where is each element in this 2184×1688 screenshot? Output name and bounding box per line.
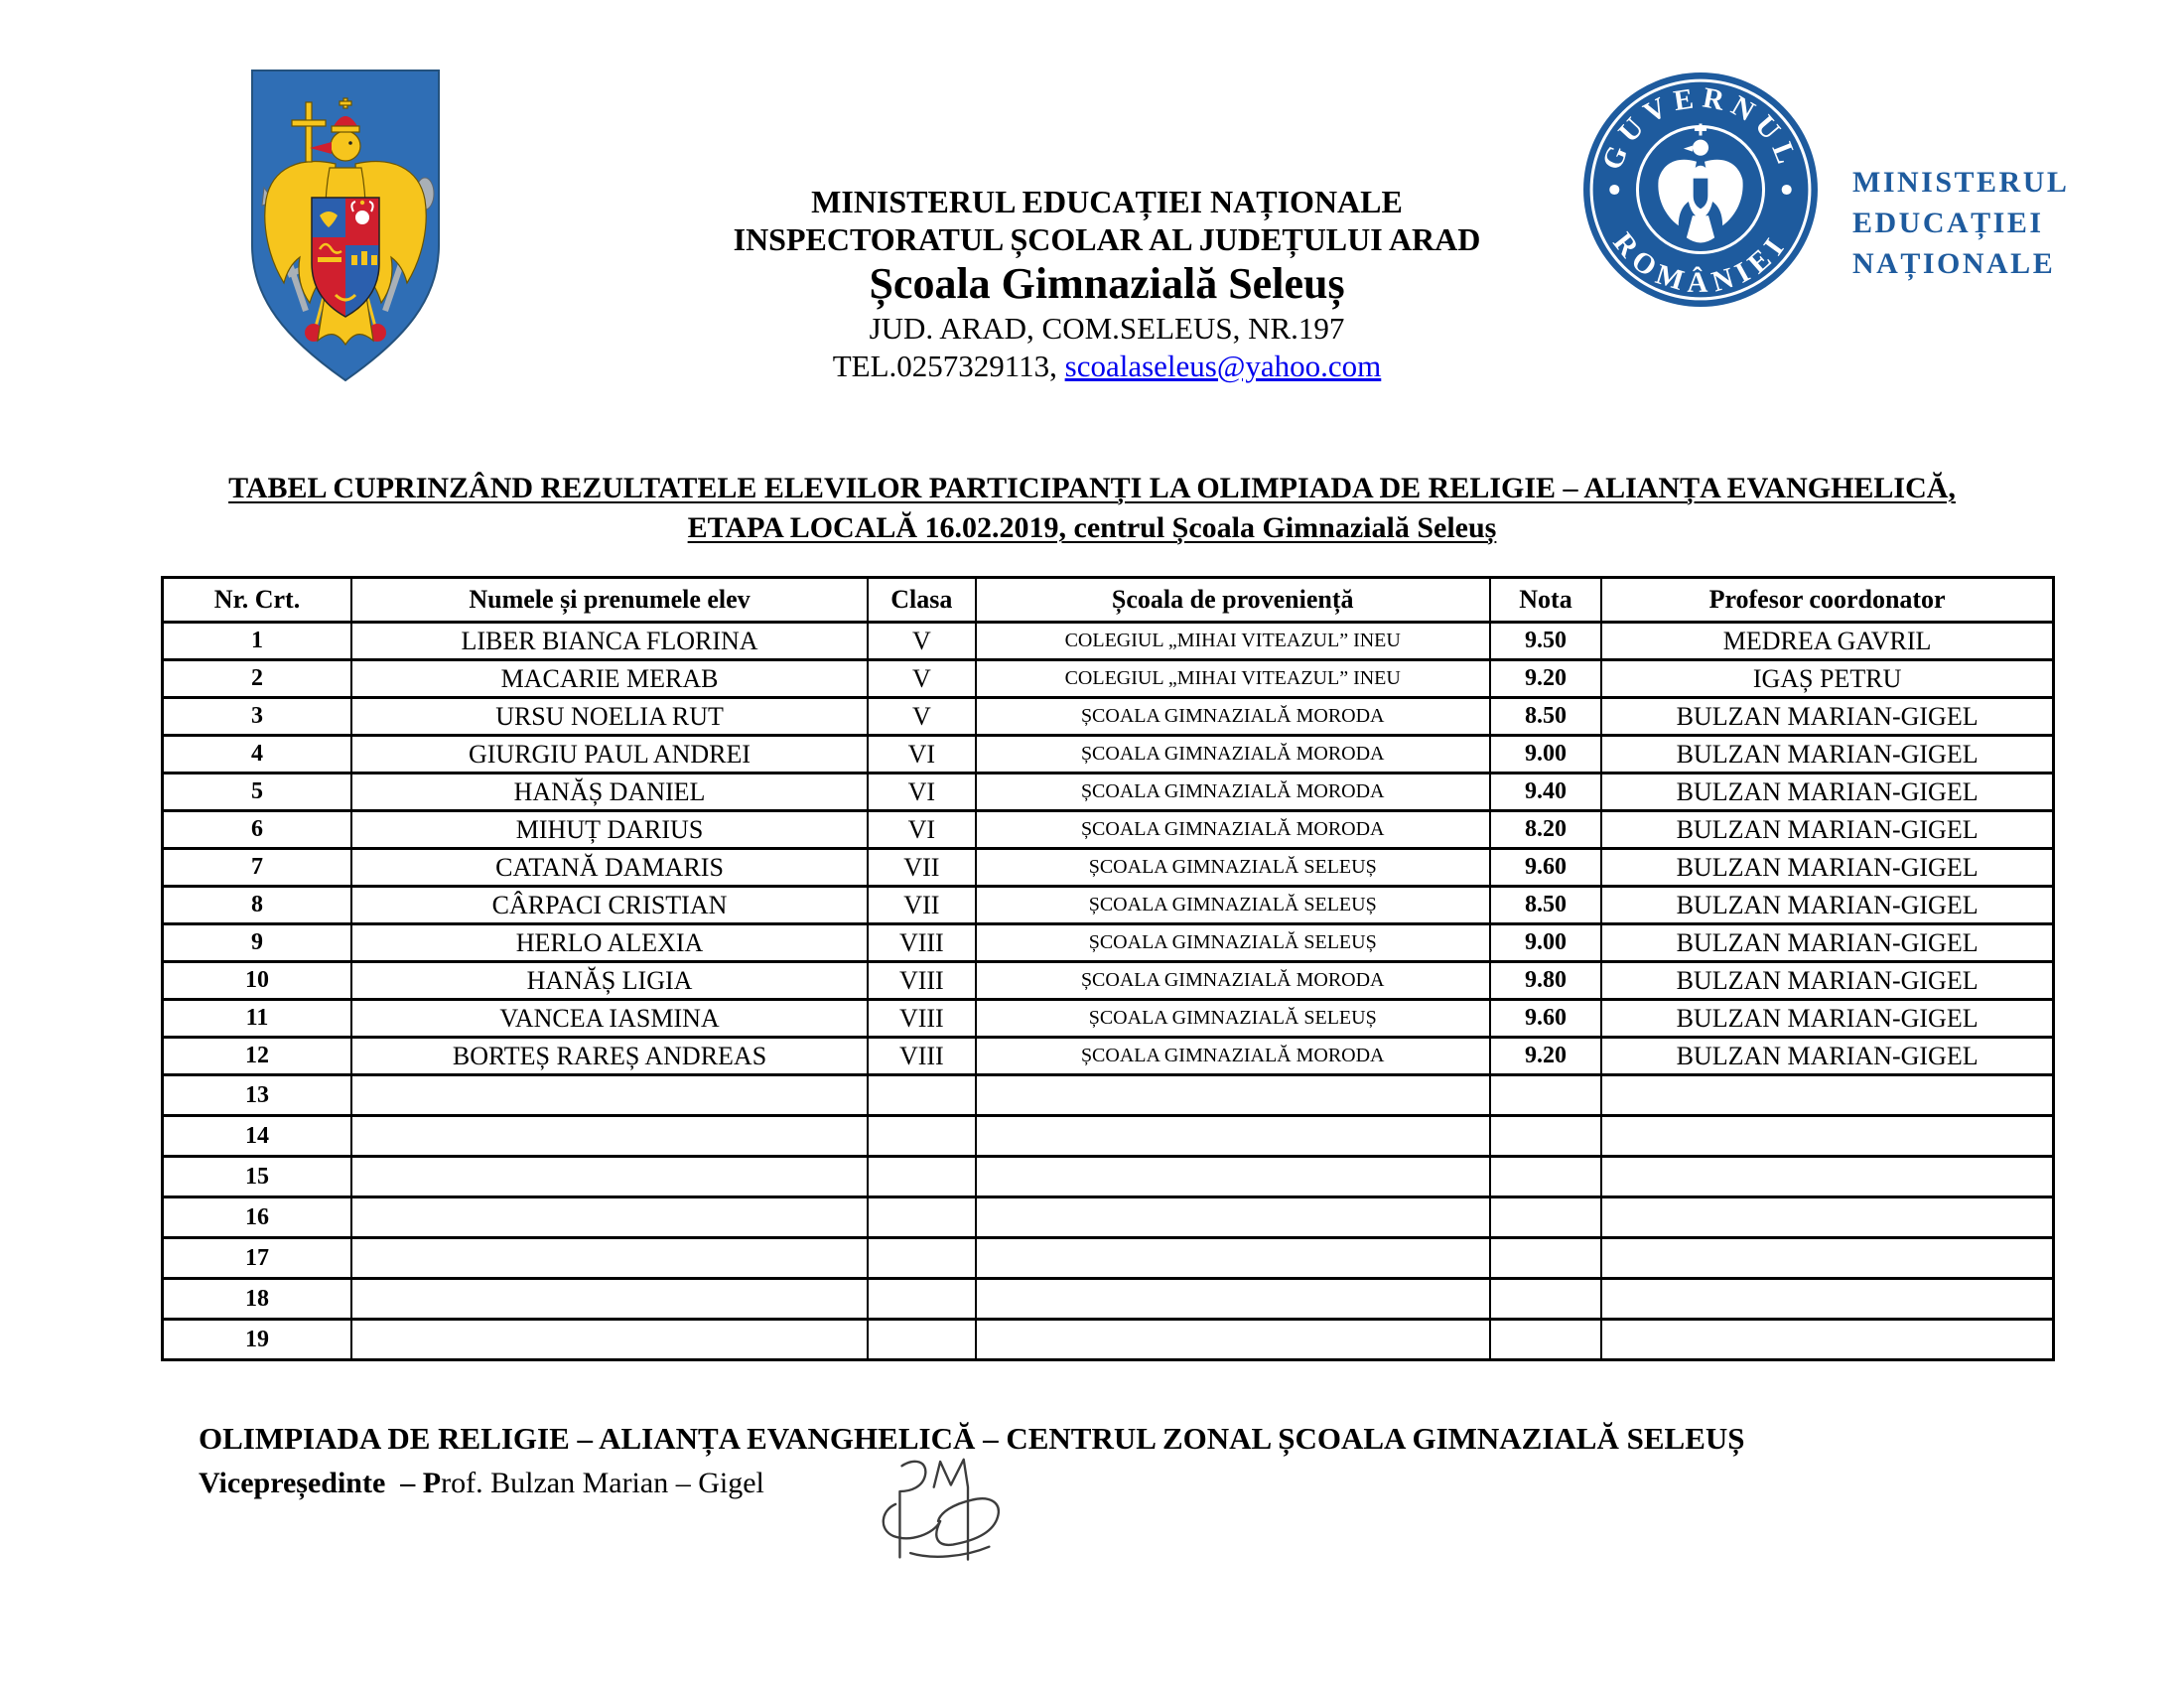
table-row — [163, 774, 2054, 811]
cell-name — [351, 1157, 868, 1197]
cell-nr: 4 — [163, 736, 352, 774]
crown-band — [332, 126, 359, 132]
cell-clasa: VI — [868, 736, 976, 774]
cell-scoala — [976, 1116, 1490, 1157]
cell-clasa: V — [868, 660, 976, 698]
table-row-empty — [163, 1157, 2054, 1197]
table-row — [163, 962, 2054, 1000]
cell-nota: 8.20 — [1490, 811, 1601, 849]
cell-scoala — [976, 1157, 1490, 1197]
cell-profesor — [1601, 1116, 2053, 1157]
cell-nota: 9.60 — [1490, 849, 1601, 887]
ministry-logo-line-1: MINISTERUL — [1852, 166, 2070, 199]
table-row-empty — [163, 1075, 2054, 1116]
cell-name: LIBER BIANCA FLORINA — [351, 623, 868, 660]
cell-nr: 16 — [163, 1197, 352, 1238]
government-seal — [1580, 70, 1821, 310]
cell-name: MACARIE MERAB — [351, 660, 868, 698]
cell-clasa: V — [868, 698, 976, 736]
cell-profesor: BULZAN MARIAN-GIGEL — [1601, 1038, 2053, 1075]
eagle-head — [331, 131, 360, 161]
cell-nota: 8.50 — [1490, 887, 1601, 924]
cell-clasa — [868, 1238, 976, 1279]
cell-clasa: VI — [868, 811, 976, 849]
table-row — [163, 660, 2054, 698]
cell-clasa: VIII — [868, 924, 976, 962]
cell-name: VANCEA IASMINA — [351, 1000, 868, 1038]
title-line-2: ETAPA LOCALĂ 16.02.2019, centrul Școala Gimnazială Seleuș — [687, 511, 1497, 544]
footer-role-bold: Vicepreședinte – P — [199, 1467, 442, 1499]
cell-profesor: BULZAN MARIAN-GIGEL — [1601, 774, 2053, 811]
seal-text-top: GUVERNUL — [1595, 81, 1806, 175]
results-table-body — [163, 623, 2054, 1360]
table-row — [163, 849, 2054, 887]
cell-name — [351, 1279, 868, 1320]
cell-name — [351, 1197, 868, 1238]
cell-clasa — [868, 1075, 976, 1116]
cell-nota: 9.00 — [1490, 924, 1601, 962]
cell-clasa — [868, 1197, 976, 1238]
cell-profesor — [1601, 1197, 2053, 1238]
cell-clasa — [868, 1320, 976, 1360]
signature-underline — [910, 1547, 989, 1557]
cell-scoala: ȘCOALA GIMNAZIALĂ SELEUȘ — [976, 1000, 1490, 1038]
cell-profesor: IGAȘ PETRU — [1601, 660, 2053, 698]
results-table — [161, 576, 2055, 1361]
table-row — [163, 887, 2054, 924]
letterhead — [501, 183, 1712, 385]
cell-nota: 9.80 — [1490, 962, 1601, 1000]
cell-name — [351, 1116, 868, 1157]
cell-nr: 9 — [163, 924, 352, 962]
table-row — [163, 698, 2054, 736]
header-nota: Nota — [1490, 578, 1601, 623]
cell-profesor: BULZAN MARIAN-GIGEL — [1601, 736, 2053, 774]
table-row-empty — [163, 1238, 2054, 1279]
signature-stroke-b — [899, 1462, 925, 1558]
cell-nr: 8 — [163, 887, 352, 924]
cell-scoala: ȘCOALA GIMNAZIALĂ MORODA — [976, 774, 1490, 811]
cell-nota: 8.50 — [1490, 698, 1601, 736]
cell-nota — [1490, 1238, 1601, 1279]
cell-clasa: VIII — [868, 962, 976, 1000]
cell-scoala: ȘCOALA GIMNAZIALĂ MORODA — [976, 736, 1490, 774]
ministry-logo-line-3: NAȚIONALE — [1852, 247, 2056, 280]
cell-nr: 2 — [163, 660, 352, 698]
aurochs-emblem — [355, 211, 369, 224]
signature-scribble — [879, 1452, 1027, 1576]
inspectorate-name: INSPECTORATUL ȘCOLAR AL JUDEȚULUI ARAD — [733, 221, 1481, 257]
cell-nr: 13 — [163, 1075, 352, 1116]
cell-nr: 6 — [163, 811, 352, 849]
seal-dot-left — [1609, 185, 1619, 195]
cell-name — [351, 1075, 868, 1116]
cell-clasa — [868, 1116, 976, 1157]
cell-scoala: ȘCOALA GIMNAZIALĂ MORODA — [976, 811, 1490, 849]
phone-number: TEL.0257329113, — [832, 349, 1065, 383]
cell-nota: 9.20 — [1490, 1038, 1601, 1075]
cell-nota: 9.60 — [1490, 1000, 1601, 1038]
table-row — [163, 1038, 2054, 1075]
tower-1 — [351, 255, 357, 265]
cell-name: HANĂȘ DANIEL — [351, 774, 868, 811]
cell-scoala: ȘCOALA GIMNAZIALĂ SELEUȘ — [976, 924, 1490, 962]
cell-name: BORTEȘ RAREȘ ANDREAS — [351, 1038, 868, 1075]
table-row — [163, 924, 2054, 962]
cell-nota — [1490, 1157, 1601, 1197]
cell-nr: 15 — [163, 1157, 352, 1197]
cell-nota: 9.50 — [1490, 623, 1601, 660]
tower-2 — [361, 251, 367, 265]
school-contact — [501, 348, 1712, 385]
cell-scoala — [976, 1320, 1490, 1360]
table-row-empty — [163, 1279, 2054, 1320]
cell-clasa: VII — [868, 849, 976, 887]
cell-profesor: BULZAN MARIAN-GIGEL — [1601, 698, 2053, 736]
cell-nota — [1490, 1197, 1601, 1238]
cell-scoala: ȘCOALA GIMNAZIALĂ MORODA — [976, 698, 1490, 736]
header-profesor: Profesor coordonator — [1601, 578, 2053, 623]
cell-profesor — [1601, 1320, 2053, 1360]
transylvania-band — [345, 237, 379, 245]
cell-nr: 14 — [163, 1116, 352, 1157]
table-row-empty — [163, 1197, 2054, 1238]
cell-clasa: V — [868, 623, 976, 660]
cell-scoala: ȘCOALA GIMNAZIALĂ MORODA — [976, 962, 1490, 1000]
table-row — [163, 623, 2054, 660]
table-row — [163, 736, 2054, 774]
footer-olympiad-line: OLIMPIADA DE RELIGIE – ALIANȚA EVANGHELICĂ – CENTRUL ZONAL ȘCOALA GIMNAZIALĂ SELEUȘ — [199, 1421, 1745, 1456]
cell-scoala: ȘCOALA GIMNAZIALĂ SELEUȘ — [976, 887, 1490, 924]
header-clasa: Clasa — [868, 578, 976, 623]
email-link[interactable]: scoalaseleus@yahoo.com — [1064, 349, 1382, 383]
cell-nr: 18 — [163, 1279, 352, 1320]
cell-nr: 17 — [163, 1238, 352, 1279]
cell-scoala — [976, 1279, 1490, 1320]
table-row-empty — [163, 1320, 2054, 1360]
cell-name: URSU NOELIA RUT — [351, 698, 868, 736]
cell-nota: 9.00 — [1490, 736, 1601, 774]
cell-scoala — [976, 1197, 1490, 1238]
cell-clasa: VIII — [868, 1000, 976, 1038]
cell-clasa — [868, 1279, 976, 1320]
seal-text-bottom: ROMÂNIEI — [1606, 226, 1795, 300]
cell-profesor: MEDREA GAVRIL — [1601, 623, 2053, 660]
cell-profesor — [1601, 1279, 2053, 1320]
header-scoala: Școala de proveniență — [976, 578, 1490, 623]
cell-profesor — [1601, 1157, 2053, 1197]
cell-scoala: ȘCOALA GIMNAZIALĂ SELEUȘ — [976, 849, 1490, 887]
cell-profesor: BULZAN MARIAN-GIGEL — [1601, 849, 2053, 887]
cell-name: MIHUȚ DARIUS — [351, 811, 868, 849]
eagle-eye — [348, 141, 352, 145]
cell-profesor — [1601, 1238, 2053, 1279]
cell-nr: 10 — [163, 962, 352, 1000]
cell-clasa: VII — [868, 887, 976, 924]
cell-nr: 7 — [163, 849, 352, 887]
cell-nota: 9.20 — [1490, 660, 1601, 698]
cell-nr: 11 — [163, 1000, 352, 1038]
bridge-emblem — [318, 257, 341, 262]
tower-3 — [371, 255, 377, 265]
cross-horizontal — [292, 120, 326, 126]
cell-name: CATANĂ DAMARIS — [351, 849, 868, 887]
seal-eagle-head — [1693, 140, 1708, 156]
cell-nota — [1490, 1075, 1601, 1116]
cell-name — [351, 1320, 868, 1360]
cell-nr: 3 — [163, 698, 352, 736]
cell-clasa: VI — [868, 774, 976, 811]
aurochs-star — [360, 201, 364, 205]
cell-nota — [1490, 1116, 1601, 1157]
cell-nr: 5 — [163, 774, 352, 811]
seal-dot-right — [1782, 185, 1792, 195]
cell-name: HERLO ALEXIA — [351, 924, 868, 962]
title-line-1: TABEL CUPRINZÂND REZULTATELE ELEVILOR PARTICIPANȚI LA OLIMPIADA DE RELIGIE – ALIANȚA EVANGHELICĂ, — [228, 472, 1956, 504]
cell-profesor: BULZAN MARIAN-GIGEL — [1601, 1000, 2053, 1038]
table-header-row — [163, 578, 2054, 623]
cell-name: GIURGIU PAUL ANDREI — [351, 736, 868, 774]
cell-nota: 9.40 — [1490, 774, 1601, 811]
cell-clasa: VIII — [868, 1038, 976, 1075]
cell-name: HANĂȘ LIGIA — [351, 962, 868, 1000]
ministry-logo-text — [1852, 162, 2069, 284]
table-header — [163, 578, 2054, 623]
cell-scoala — [976, 1238, 1490, 1279]
cell-name: CÂRPACI CRISTIAN — [351, 887, 868, 924]
cell-scoala: COLEGIUL „MIHAI VITEAZUL” INEU — [976, 660, 1490, 698]
document-title — [0, 469, 2184, 548]
cell-profesor: BULZAN MARIAN-GIGEL — [1601, 887, 2053, 924]
cell-clasa — [868, 1157, 976, 1197]
cell-nr: 12 — [163, 1038, 352, 1075]
cell-scoala: COLEGIUL „MIHAI VITEAZUL” INEU — [976, 623, 1490, 660]
cell-profesor: BULZAN MARIAN-GIGEL — [1601, 962, 2053, 1000]
ministry-logo-line-2: EDUCAȚIEI — [1852, 207, 2044, 239]
cell-nota — [1490, 1279, 1601, 1320]
cell-profesor: BULZAN MARIAN-GIGEL — [1601, 924, 2053, 962]
cell-profesor: BULZAN MARIAN-GIGEL — [1601, 811, 2053, 849]
romania-coat-of-arms — [240, 60, 451, 389]
cell-scoala — [976, 1075, 1490, 1116]
table-row-empty — [163, 1116, 2054, 1157]
seal-eagle-shield — [1693, 178, 1708, 210]
ministry-name: MINISTERUL EDUCAȚIEI NAȚIONALE — [811, 184, 1403, 219]
footer-role-rest: rof. Bulzan Marian – Gigel — [441, 1467, 764, 1499]
cross-vertical — [306, 102, 312, 162]
cell-scoala: ȘCOALA GIMNAZIALĂ MORODA — [976, 1038, 1490, 1075]
table-row — [163, 811, 2054, 849]
cell-profesor — [1601, 1075, 2053, 1116]
cell-nr: 19 — [163, 1320, 352, 1360]
cell-nr: 1 — [163, 623, 352, 660]
cell-name — [351, 1238, 868, 1279]
table-row — [163, 1000, 2054, 1038]
school-address: JUD. ARAD, COM.SELEUS, NR.197 — [869, 311, 1345, 346]
school-name: Școala Gimnazială Seleuș — [869, 259, 1345, 308]
header-nr: Nr. Crt. — [163, 578, 352, 623]
crown-cross-h — [340, 101, 351, 105]
cell-nota — [1490, 1320, 1601, 1360]
header-name: Numele și prenumele elev — [351, 578, 868, 623]
